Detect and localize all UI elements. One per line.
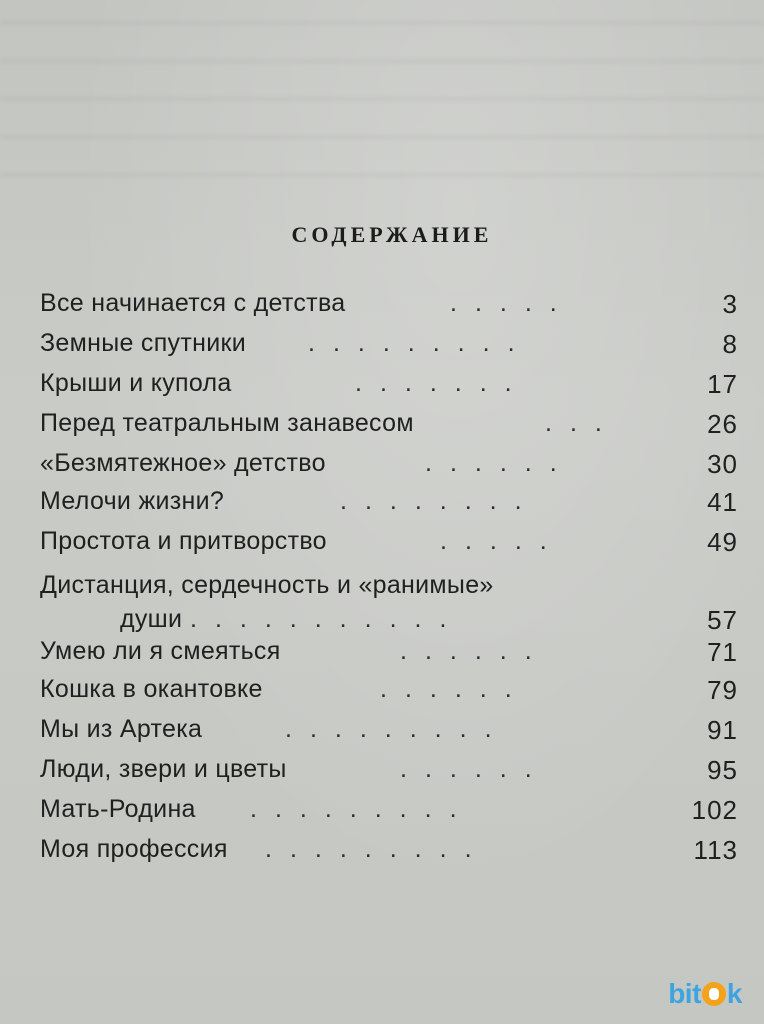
toc-entry: [40, 828, 740, 868]
toc-entry: [40, 788, 740, 828]
toc-entry-title: Перед театральным занавесом: [40, 409, 414, 437]
toc-entry-title: Кошка в окантовке: [40, 675, 263, 703]
leader-dots: .........: [285, 715, 510, 743]
toc-entry-title: Умею ли я смеяться: [40, 637, 281, 665]
toc-entry-title: Моя профессия: [40, 835, 228, 863]
toc-entry: [40, 362, 740, 402]
toc-entry-page: 95: [707, 755, 738, 785]
toc-entry-page: 49: [707, 527, 738, 557]
leader-dots: .........: [250, 795, 475, 823]
toc-entry-page: 79: [707, 675, 738, 705]
toc-entry-page: 8: [722, 329, 738, 359]
toc-entry-page: 26: [707, 409, 738, 439]
toc-entry-page: 17: [707, 369, 738, 399]
toc-entry-title: Мать-Родина: [40, 795, 196, 823]
bitok-watermark-logo: bit k: [668, 978, 742, 1009]
toc-entry: [40, 282, 740, 322]
toc-entry: [40, 442, 740, 482]
toc-entry: [40, 480, 740, 520]
leader-dots: .......: [355, 369, 530, 397]
toc-entry: [40, 520, 740, 560]
contents-heading: СОДЕРЖАНИЕ: [291, 222, 493, 247]
leader-dots: ......: [380, 675, 530, 703]
toc-entry-page: 41: [707, 487, 738, 517]
toc-entry-title-line2: души: [120, 605, 183, 633]
leader-dots: .....: [440, 527, 565, 555]
toc-entry-title: Люди, звери и цветы: [40, 755, 287, 783]
toc-entry-title: «Безмятежное» детство: [40, 449, 326, 477]
coin-icon: [702, 982, 726, 1006]
leader-dots: .....: [450, 289, 575, 317]
toc-entry: [40, 708, 740, 748]
toc-entry-page: 3: [722, 289, 738, 319]
leader-dots: ...........: [190, 605, 465, 633]
leader-dots: .........: [308, 329, 533, 357]
toc-entry-page: 91: [707, 715, 738, 745]
toc-entry-page: 102: [691, 795, 738, 825]
toc-entry: [40, 402, 740, 442]
toc-entry: [40, 748, 740, 788]
leader-dots: ......: [400, 755, 550, 783]
toc-entry-title: Земные спутники: [40, 329, 246, 357]
leader-dots: ...: [545, 409, 620, 437]
toc-entry-title: Мелочи жизни?: [40, 487, 225, 515]
toc-entry-page: 30: [707, 449, 738, 479]
leader-dots: ......: [425, 449, 575, 477]
toc-entry-title: Простота и притворство: [40, 527, 327, 555]
toc-entry-page: 71: [707, 637, 738, 667]
leader-dots: ......: [400, 637, 550, 665]
leader-dots: .........: [265, 835, 490, 863]
toc-entry-title-line1: Дистанция, сердечность и «ранимые»: [40, 571, 494, 599]
toc-entry-title: Мы из Артека: [40, 715, 203, 743]
toc-entry-page: 113: [693, 835, 738, 865]
toc-entry-title: Все начинается с детства: [40, 289, 346, 317]
toc-entry: [40, 322, 740, 362]
toc-entry-title: Крыши и купола: [40, 369, 232, 397]
toc-entry: [40, 668, 740, 708]
leader-dots: ........: [340, 487, 540, 515]
toc-entry-page: 57: [707, 605, 738, 635]
toc-entry: [40, 630, 740, 670]
